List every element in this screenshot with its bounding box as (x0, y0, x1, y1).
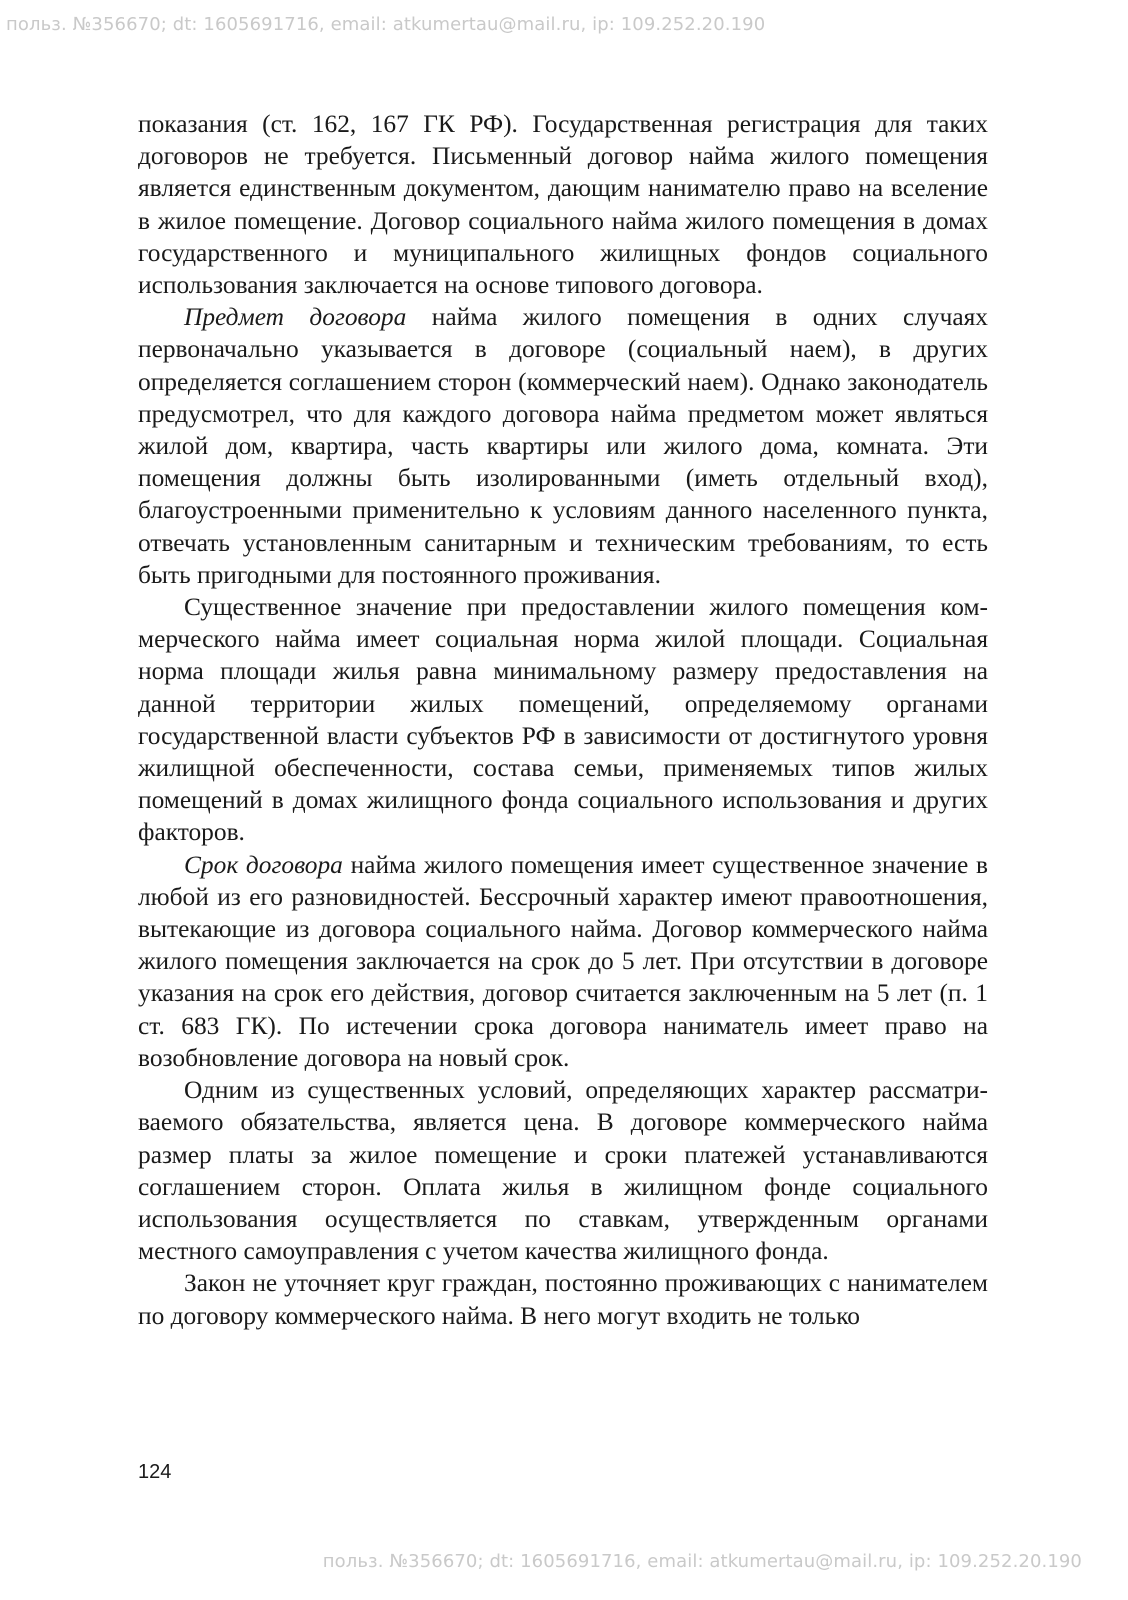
paragraph-3 (138, 591, 988, 849)
paragraph-6-text: Закон не уточняет круг граждан, постоянно проживающих с нанимателем по договору коммерческого найма. В него могут входить не только (138, 1269, 988, 1330)
watermark-top: польз. №356670; dt: 1605691716, email: atkumertau@mail.ru, ip: 109.252.20.190 (6, 14, 766, 35)
paragraph-5 (138, 1074, 988, 1267)
paragraph-6 (138, 1267, 988, 1331)
paragraph-2 (138, 301, 988, 591)
paragraph-4-text: найма жилого помещения имеет существенное значение в любой из его разновидностей. Бессрочный характер имеют правоотношения, вытекающие из договора социального найма. Договор коммерческого найма жилого помещения заключается на срок до 5 лет. При отсутствии в договоре указания на срок его действия, договор считается заключенным на 5 лет (п. 1 ст. 683 ГК). По истечении срока договора наниматель имеет право на возобновление договора на новый срок. (138, 850, 988, 1072)
paragraph-4 (138, 849, 988, 1074)
term-contract-term: Срок договора (184, 850, 343, 879)
term-subject-of-contract: Предмет договора (184, 303, 407, 332)
paragraph-3-text: Существенное значение при предоставлении жилого помещения коммерческого найма имеет социальная норма жилой площади. Социальная норма площади жилья равна минимальному размеру предоставления на данной территории жилых помещений, определяемому органами государственной власти субъектов РФ в зависимости от достигнутого уровня жилищной обеспеченности, состава семьи, применяемых типов жилых помещений в домах жилищного фонда социального использования и других факторов. (138, 593, 988, 847)
paragraph-1-text: показания (ст. 162, 167 ГК РФ). Государственная регистрация для таких договоров не требуется. Письменный договор найма жилого помещения является единственным документом, дающим нанимателю право на вселение в жилое помещение. Договор социального найма жилого помещения в домах государственного и муниципального жилищных фондов социального использования заключается на основе типового договора. (138, 110, 988, 300)
paragraph-5-text: Одним из существенных условий, определяющих характер рассматриваемого обязательства, является цена. В договоре коммерческого найма размер платы за жилое помещение и сроки платежей устанавливаются соглашением сторон. Оплата жилья в жилищном фонде социального использования осуществляется по ставкам, утвержденным органами местного самоуправления с учетом качества жилищного фонда. (138, 1076, 988, 1266)
page-number: 124 (138, 1461, 172, 1483)
paragraph-2-text: найма жилого помещения в одних случаях первоначально указывается в договоре (социальный наем), в других определяется соглашением сторон (коммерческий наем). Однако законодатель предусмотрел, что для каждого договора найма предметом может являться жилой дом, квартира, часть квартиры или жилого дома, комната. Эти помещения должны быть изолированными (иметь отдельный вход), благоустроенными применительно к условиям данного населенного пункта, отвечать установленным санитарным и техническим требованиям, то есть быть пригодными для постоянного проживания. (138, 303, 989, 589)
watermark-bottom: польз. №356670; dt: 1605691716, email: atkumertau@mail.ru, ip: 109.252.20.190 (322, 1551, 1082, 1572)
document-body (138, 108, 988, 1332)
paragraph-1 (138, 108, 988, 301)
